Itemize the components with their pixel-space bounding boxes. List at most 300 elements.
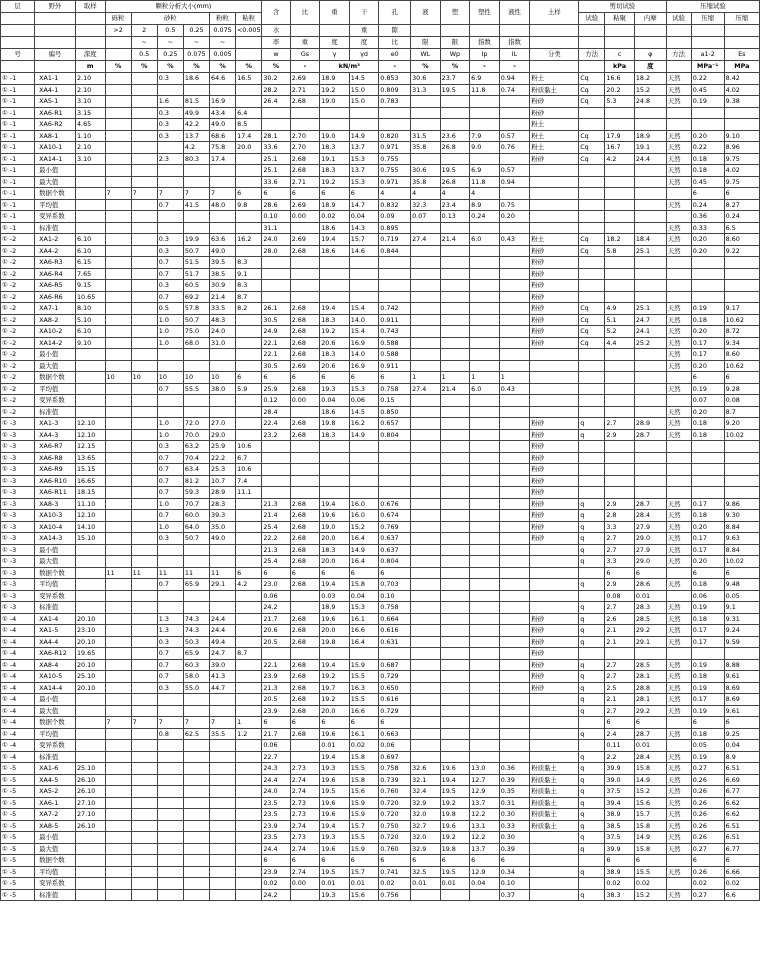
table-cell [411,740,441,752]
table-cell: 18.3 [320,314,350,326]
table-cell: 17.4 [210,153,236,165]
table-row [1,786,760,798]
table-cell: 24.4 [262,774,290,786]
table-cell [440,96,470,108]
table-cell [411,556,441,568]
header-test: 试验 [579,13,605,25]
table-cell: 19.4 [320,659,350,671]
table-cell [666,464,691,476]
table-cell: 9.10 [724,130,759,142]
table-cell: 27.10 [75,809,105,821]
table-cell: 0.7 [157,510,183,522]
table-cell: 0.20 [691,234,724,246]
table-cell: 25.4 [262,556,290,568]
table-cell: 2.69 [290,234,320,246]
table-cell [349,280,379,292]
table-cell: 20.0 [236,142,262,154]
table-cell [470,475,500,487]
table-cell: 28.9 [210,487,236,499]
table-cell: 12.9 [470,866,500,878]
table-cell [210,797,236,809]
table-cell: 6.4 [236,107,262,119]
table-cell [236,659,262,671]
table-cell [157,866,183,878]
table-cell [183,360,209,372]
table-cell: 0.02 [320,211,350,223]
table-cell: 6 [290,855,320,867]
table-cell: XA14-4 [35,682,76,694]
table-cell: 数据个数 [35,567,76,579]
table-cell: q [579,751,605,763]
table-cell: 41.5 [183,199,209,211]
table-cell: 4.02 [724,165,759,177]
table-cell: 8.7 [236,291,262,303]
table-cell: 2.68 [290,636,320,648]
table-cell [499,153,530,165]
table-cell: 43.4 [210,107,236,119]
table-cell [157,176,183,188]
table-cell [579,395,605,407]
table-row [1,774,760,786]
table-cell: 39.5 [210,257,236,269]
unit-wp: % [440,61,470,73]
table-cell: 38.3 [605,889,635,901]
table-cell [131,119,157,131]
table-cell [579,165,605,177]
table-cell [131,521,157,533]
table-cell [105,326,131,338]
table-cell: 6 [320,372,350,384]
table-cell: 0.02 [349,740,379,752]
table-cell: ① -3 [1,544,35,556]
table-cell: 18.3 [320,142,350,154]
table-cell: 6 [691,855,724,867]
table-cell: 0.04 [349,590,379,602]
table-cell: 64.0 [183,521,209,533]
table-cell [440,360,470,372]
table-cell: 粉砂 [530,314,579,326]
table-cell [666,475,691,487]
table-cell: 14.10 [75,521,105,533]
table-cell [634,268,666,280]
table-cell: XA6-R11 [35,487,76,499]
header-friction: 内摩 [634,13,666,25]
table-cell: 0.895 [379,222,411,234]
table-cell: 6 [236,567,262,579]
table-cell: 18.3 [320,544,350,556]
table-cell [131,671,157,683]
table-cell [605,487,635,499]
table-cell: 9.22 [724,245,759,257]
table-cell: 0.01 [349,878,379,890]
table-cell: 天然 [666,774,691,786]
table-cell: 19.2 [320,176,350,188]
table-cell [634,199,666,211]
table-cell: 0.663 [379,728,411,740]
table-cell: 15.2 [634,84,666,96]
table-cell: 0.18 [691,418,724,430]
table-cell: 9.38 [724,96,759,108]
table-cell: 0.971 [379,142,411,154]
table-cell: 25.10 [75,671,105,683]
table-cell: 0.34 [499,866,530,878]
table-cell: 28.6 [634,579,666,591]
table-row [1,211,760,223]
table-cell [131,234,157,246]
table-cell [411,418,441,430]
table-row [1,613,760,625]
table-cell [131,855,157,867]
table-cell: 21.4 [210,291,236,303]
table-cell [157,878,183,890]
table-cell [75,694,105,706]
table-cell: 6 [290,372,320,384]
table-cell [210,590,236,602]
table-cell: ① -1 [1,211,35,223]
table-cell: XA6-R1 [35,107,76,119]
table-cell: 0.01 [634,590,666,602]
table-cell [75,383,105,395]
table-cell [666,257,691,269]
table-cell: 75.8 [210,142,236,154]
table-cell: 0.06 [262,590,290,602]
table-cell: 0.911 [379,360,411,372]
table-cell: 粉质黏土 [530,797,579,809]
table-cell [470,602,500,614]
table-cell: Cq [579,73,605,85]
header-prop-wp: 塑 [440,1,470,25]
table-cell: 28.5 [634,613,666,625]
table-row [1,165,760,177]
header-symbol: γd [349,49,379,61]
table-row [1,464,760,476]
table-cell: 19.0 [320,130,350,142]
table-cell: 0.02 [605,878,635,890]
table-cell [105,314,131,326]
table-cell [470,590,500,602]
table-cell: 38.0 [210,383,236,395]
table-cell: 23.9 [262,671,290,683]
table-cell: ① -5 [1,786,35,798]
table-cell: 0.20 [691,326,724,338]
table-cell [131,510,157,522]
table-cell [75,740,105,752]
header-no: 号 [1,49,35,61]
table-cell [470,671,500,683]
table-cell: 15.9 [349,843,379,855]
table-cell [131,303,157,315]
header-prop-gs: 比 [290,1,320,25]
header-prop3: 率 [262,37,290,49]
table-cell: 9.1 [724,602,759,614]
table-cell: 天然 [666,84,691,96]
table-cell [262,268,290,280]
table-cell: 天然 [666,418,691,430]
table-cell: 19.6 [320,774,350,786]
table-cell [470,326,500,338]
table-cell [411,751,441,763]
table-cell: 15.0 [349,96,379,108]
table-row [1,349,760,361]
table-cell: 粉质黏土 [530,774,579,786]
table-cell: 粉砂 [530,682,579,694]
header-gravel: 砾粒 [105,13,131,25]
table-cell: 50.7 [183,245,209,257]
table-row [1,119,760,131]
table-cell [262,441,290,453]
table-cell: 0.687 [379,659,411,671]
table-cell [105,855,131,867]
table-cell: 19.5 [440,786,470,798]
table-cell: 8.88 [724,659,759,671]
table-cell [236,751,262,763]
table-cell [440,280,470,292]
table-cell: q [579,544,605,556]
table-cell [440,406,470,418]
table-cell [691,648,724,660]
table-cell: 24.4 [262,843,290,855]
table-cell: 19.3 [320,889,350,901]
table-cell [131,383,157,395]
table-cell [470,303,500,315]
table-cell: q [579,809,605,821]
table-row [1,487,760,499]
table-cell [131,211,157,223]
table-cell: 14.9 [349,544,379,556]
table-cell: 粉砂 [530,671,579,683]
table-cell: 9.15 [75,280,105,292]
table-cell: ① -4 [1,740,35,752]
table-cell: ① -2 [1,268,35,280]
table-cell: 天然 [666,728,691,740]
header-method: 方法 [579,49,605,61]
table-cell: 58.0 [183,671,209,683]
table-cell [579,383,605,395]
table-cell: 2.74 [290,820,320,832]
table-cell: 15.5 [634,866,666,878]
table-cell [440,659,470,671]
table-cell: ① -3 [1,602,35,614]
table-cell: 60.0 [183,510,209,522]
table-cell [605,648,635,660]
table-cell: 17.9 [605,130,635,142]
header-prop-wl: 液 [411,1,441,25]
table-cell: 平均值 [35,866,76,878]
unit-e0: - [379,61,411,73]
table-cell: 49.0 [210,245,236,257]
table-cell [183,602,209,614]
table-cell: 0.17 [691,636,724,648]
table-cell: 13.7 [349,165,379,177]
table-cell [105,797,131,809]
table-cell [411,222,441,234]
table-cell: 19.5 [440,84,470,96]
table-cell: 23.5 [262,809,290,821]
table-cell: 2.73 [290,763,320,775]
table-cell: 天然 [666,533,691,545]
table-cell [530,579,579,591]
table-cell: 天然 [666,544,691,556]
table-row [1,406,760,418]
grain-limit: 0.075 [210,25,236,37]
table-cell [210,349,236,361]
header-silt: 粉粒 [210,13,236,25]
table-cell: 粉土 [530,73,579,85]
table-cell: 20.5 [262,694,290,706]
table-cell [290,107,320,119]
table-cell: 32.9 [411,797,441,809]
table-cell [634,280,666,292]
table-cell: 6.66 [724,866,759,878]
table-cell [210,855,236,867]
table-cell: 6 [691,717,724,729]
table-cell [75,602,105,614]
table-cell: 10 [210,372,236,384]
table-cell [183,763,209,775]
table-cell: 10.6 [236,441,262,453]
table-cell: 48.0 [210,199,236,211]
table-cell [530,740,579,752]
table-cell: 2.68 [290,153,320,165]
table-cell: 最大值 [35,843,76,855]
table-cell: 15.7 [349,234,379,246]
table-cell: 6.77 [724,786,759,798]
table-cell [131,625,157,637]
table-cell: XA4-2 [35,245,76,257]
table-cell: 0.8 [157,728,183,740]
header-symbol: w [262,49,290,61]
table-cell: 0.26 [691,797,724,809]
table-cell: 2.68 [290,337,320,349]
table-cell: 0.75 [499,199,530,211]
table-cell: 0.674 [379,510,411,522]
table-cell: 68.0 [183,337,209,349]
table-cell: q [579,774,605,786]
table-cell [131,648,157,660]
table-cell: XA8-5 [35,820,76,832]
table-cell: 0.94 [499,73,530,85]
table-cell: 平均值 [35,199,76,211]
table-cell [183,84,209,96]
table-cell [320,452,350,464]
table-cell: 2.1 [605,694,635,706]
table-cell: 69.2 [183,291,209,303]
table-cell [530,349,579,361]
table-cell [579,268,605,280]
table-cell [157,406,183,418]
table-cell: 6 [470,855,500,867]
table-cell: 2.73 [290,809,320,821]
table-cell [634,188,666,200]
table-cell [105,694,131,706]
table-cell [105,211,131,223]
table-cell: 0.26 [691,866,724,878]
table-cell: 天然 [666,579,691,591]
table-cell [499,314,530,326]
table-cell [579,740,605,752]
table-cell [530,383,579,395]
table-cell: 2.68 [290,556,320,568]
table-cell: 15.2 [634,889,666,901]
table-cell: 2.73 [290,797,320,809]
table-cell: 粉砂 [530,659,579,671]
table-cell: 2.68 [290,533,320,545]
table-cell: 24.2 [262,602,290,614]
table-cell [105,153,131,165]
table-cell [634,222,666,234]
table-row [1,659,760,671]
table-cell [236,705,262,717]
table-cell: XA8-4 [35,659,76,671]
table-cell [131,740,157,752]
table-cell: 16.6 [605,73,635,85]
table-cell [131,418,157,430]
table-cell: q [579,521,605,533]
table-cell [411,406,441,418]
table-cell [236,153,262,165]
table-cell [499,659,530,671]
table-cell [499,360,530,372]
table-cell [411,498,441,510]
table-cell [579,464,605,476]
table-cell: 平均值 [35,383,76,395]
header-prop-gamma: 重 [320,1,350,25]
table-cell: 2.74 [290,786,320,798]
table-cell [131,441,157,453]
table-cell: 29.1 [210,579,236,591]
table-cell: 0.03 [320,590,350,602]
header-prop-il: 液性 [499,1,530,25]
header-depth: 深度 [75,49,105,61]
table-cell [530,843,579,855]
table-cell: 23.2 [262,429,290,441]
table-cell [290,487,320,499]
table-cell: 0.742 [379,303,411,315]
table-cell [236,510,262,522]
table-cell: 48.3 [210,314,236,326]
table-cell: 15.8 [634,820,666,832]
table-cell: 7.65 [75,268,105,280]
table-cell: XA10-4 [35,521,76,533]
table-cell: ① -3 [1,510,35,522]
table-cell [105,682,131,694]
table-cell: 22.1 [262,337,290,349]
table-cell: q [579,613,605,625]
table-row [1,728,760,740]
table-cell: 19.4 [320,234,350,246]
table-cell: 55.5 [183,383,209,395]
table-cell [210,843,236,855]
table-cell: 0.720 [379,809,411,821]
table-cell: 9.28 [724,383,759,395]
table-row [1,832,760,844]
table-cell [470,464,500,476]
table-cell [470,694,500,706]
table-cell: 21.7 [262,728,290,740]
table-cell: 0.17 [691,533,724,545]
table-cell [411,671,441,683]
table-cell: 6 [349,717,379,729]
table-cell: 6 [290,717,320,729]
table-cell [290,406,320,418]
unit-w: % [262,61,290,73]
table-cell: 2.68 [290,303,320,315]
table-cell: 16.6 [349,625,379,637]
table-cell: 天然 [666,234,691,246]
table-cell: 6.51 [724,820,759,832]
table-cell [131,84,157,96]
table-cell: 2.74 [290,866,320,878]
